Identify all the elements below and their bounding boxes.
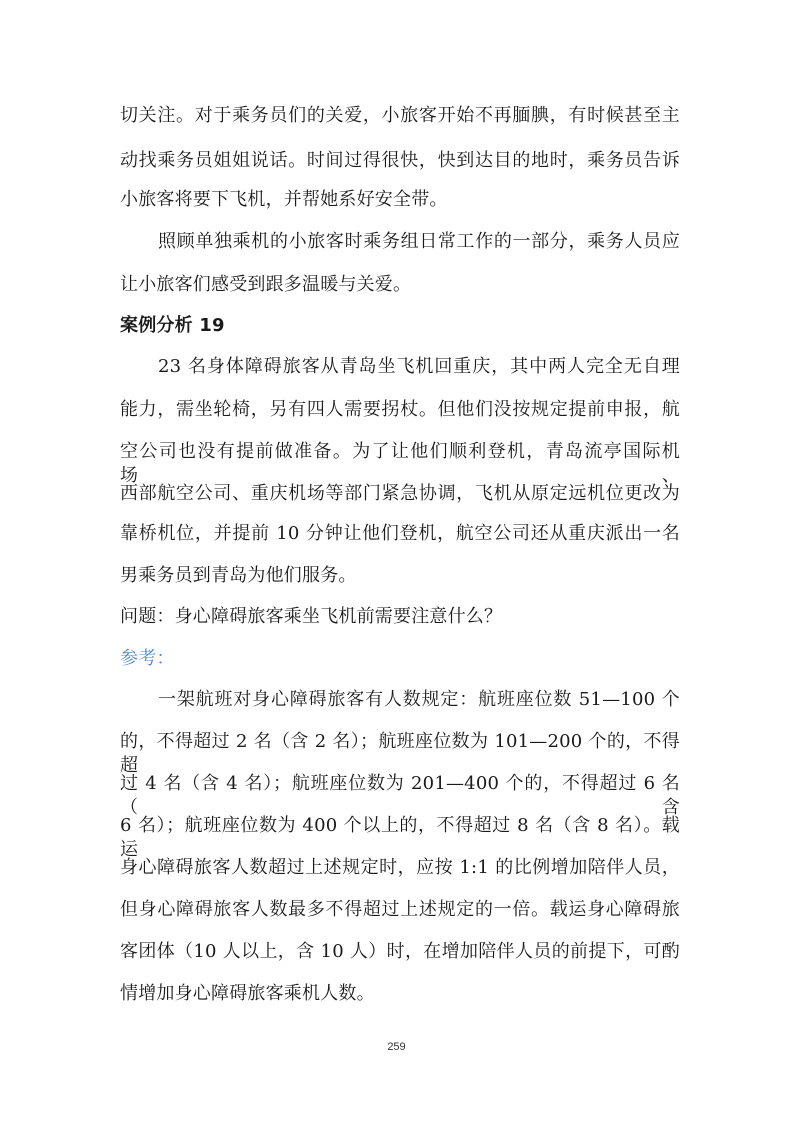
paragraph-1-line-3: 小旅客将要下飞机，并帮她系好安全带。: [120, 189, 448, 210]
paragraph-4-line-4: 6 名）；航班座位数为 400 个以上的，不得超过 8 名（含 8 名）。载运: [120, 815, 680, 860]
paragraph-4-line-2: 的，不得超过 2 名（含 2 名）；航班座位数为 101—200 个的，不得超: [120, 731, 680, 776]
paragraph-4-line-7: 客团体（10 人以上，含 10 人）时，在增加陪伴人员的前提下，可酌: [120, 941, 680, 962]
paragraph-4-line-8: 情增加身心障碍旅客乘机人数。: [120, 983, 375, 1004]
paragraph-1-line-1: 切关注。对于乘务员们的关爱，小旅客开始不再腼腆，有时候甚至主: [120, 105, 680, 126]
paragraph-2-line-2: 让小旅客们感受到跟多温暖与关爱。: [120, 274, 412, 295]
paragraph-3-line-2: 能力，需坐轮椅，另有四人需要拐杖。但他们没按规定提前申报，航: [120, 399, 680, 420]
paragraph-3-line-6: 男乘务员到青岛为他们服务。: [120, 565, 357, 586]
paragraph-3-line-1: 23 名身体障碍旅客从青岛坐飞机回重庆，其中两人完全无自理: [158, 356, 680, 377]
paragraph-4-line-3: 过 4 名（含 4 名）；航班座位数为 201—400 个的，不得超过 6 名（含: [120, 773, 680, 818]
paragraph-4-line-6: 但身心障碍旅客人数最多不得超过上述规定的一倍。载运身心障碍旅: [120, 899, 680, 920]
case-heading: 案例分析 19: [120, 315, 225, 336]
paragraph-3-line-5: 靠桥机位，并提前 10 分钟让他们登机，航空公司还从重庆派出一名: [120, 523, 680, 544]
page-number: 259: [387, 1041, 406, 1053]
question-text: 问题：身心障碍旅客乘坐飞机前需要注意什么？: [120, 606, 503, 627]
paragraph-1-line-2: 动找乘务员姐姐说话。时间过得很快，快到达目的地时，乘务员告诉: [120, 150, 680, 171]
paragraph-3-line-4: 西部航空公司、重庆机场等部门紧急协调，飞机从原定远机位更改为: [120, 483, 680, 504]
paragraph-4-line-5: 身心障碍旅客人数超过上述规定时，应按 1:1 的比例增加陪伴人员，: [120, 857, 680, 878]
reference-label: 参考：: [120, 648, 175, 669]
paragraph-4-line-1: 一架航班对身心障碍旅客有人数规定：航班座位数 51—100 个: [158, 689, 680, 710]
paragraph-3-line-3: 空公司也没有提前做准备。为了让他们顺利登机，青岛流亭国际机场、: [120, 441, 680, 486]
paragraph-2-line-1: 照顾单独乘机的小旅客时乘务组日常工作的一部分，乘务人员应: [158, 231, 680, 252]
